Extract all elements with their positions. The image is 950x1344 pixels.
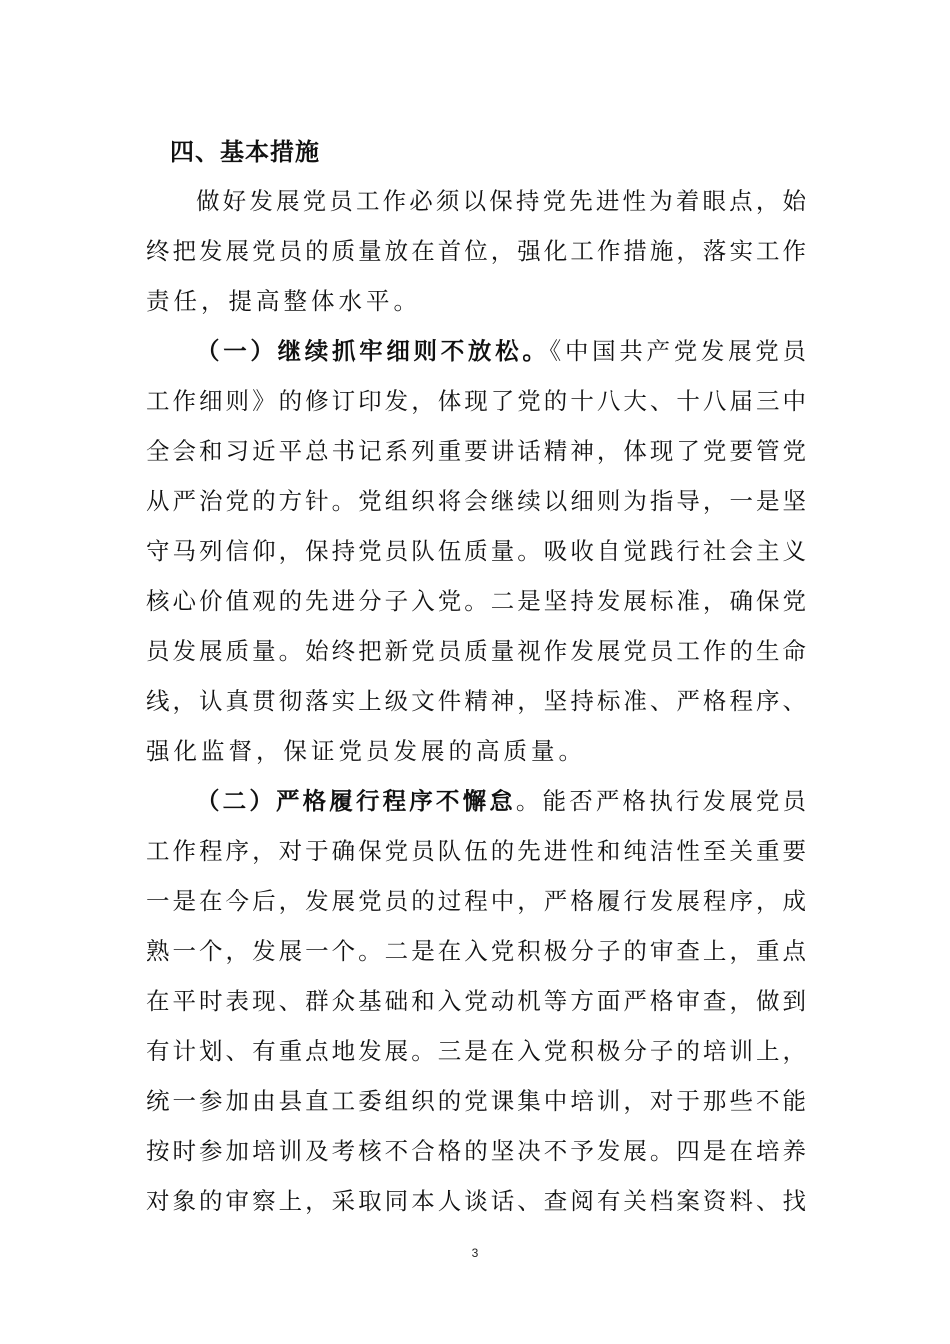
item1-first-line-rest: 《中国共产党发展党员 <box>549 337 807 365</box>
paragraph-line: 核心价值观的先进分子入党。二是坚持发展标准，确保党 <box>146 587 806 615</box>
paragraph-line: 终把发展党员的质量放在首位，强化工作措施，落实工作 <box>146 237 806 265</box>
item2-first-line-rest: 。能否严格执行发展党员 <box>515 787 807 815</box>
section-heading: 四、基本措施 <box>170 138 320 166</box>
paragraph-line: 强化监督，保证党员发展的高质量。 <box>146 737 586 765</box>
paragraph-line: 守马列信仰，保持党员队伍质量。吸收自觉践行社会主义 <box>146 537 806 565</box>
paragraph-line: 在平时表现、群众基础和入党动机等方面严格审查，做到 <box>146 987 806 1015</box>
paragraph-line: 统一参加由县直工委组织的党课集中培训，对于那些不能 <box>146 1087 806 1115</box>
paragraph-line: 有计划、有重点地发展。三是在入党积极分子的培训上， <box>146 1037 806 1065</box>
paragraph-line: 熟一个，发展一个。二是在入党积极分子的审查上，重点 <box>146 937 806 965</box>
item2-title: （二）严格履行程序不懈怠 <box>196 787 516 815</box>
paragraph-line: 做好发展党员工作必须以保持党先进性为着眼点，始 <box>196 187 806 215</box>
paragraph-line: 工作细则》的修订印发，体现了党的十八大、十八届三中 <box>146 387 806 415</box>
paragraph-line: 全会和习近平总书记系列重要讲话精神，体现了党要管党 <box>146 437 806 465</box>
paragraph-line: 责任，提高整体水平。 <box>146 287 421 315</box>
item2-first-line <box>196 776 806 826</box>
paragraph-line: 按时参加培训及考核不合格的坚决不予发展。四是在培养 <box>146 1137 806 1165</box>
paragraph-line: 一是在今后，发展党员的过程中，严格履行发展程序，成 <box>146 887 806 915</box>
page-number: 3 <box>471 1246 479 1260</box>
paragraph-line: 从严治党的方针。党组织将会继续以细则为指导，一是坚 <box>146 487 806 515</box>
paragraph-line: 线，认真贯彻落实上级文件精神，坚持标准、严格程序、 <box>146 687 806 715</box>
paragraph-line: 员发展质量。始终把新党员质量视作发展党员工作的生命 <box>146 637 806 665</box>
paragraph-line: 工作程序，对于确保党员队伍的先进性和纯洁性至关重要 <box>146 837 806 865</box>
item1-title: （一）继续抓牢细则不放松。 <box>196 337 550 365</box>
item1-first-line <box>196 326 806 376</box>
paragraph-line: 对象的审察上，采取同本人谈话、查阅有关档案资料、找 <box>146 1187 806 1215</box>
